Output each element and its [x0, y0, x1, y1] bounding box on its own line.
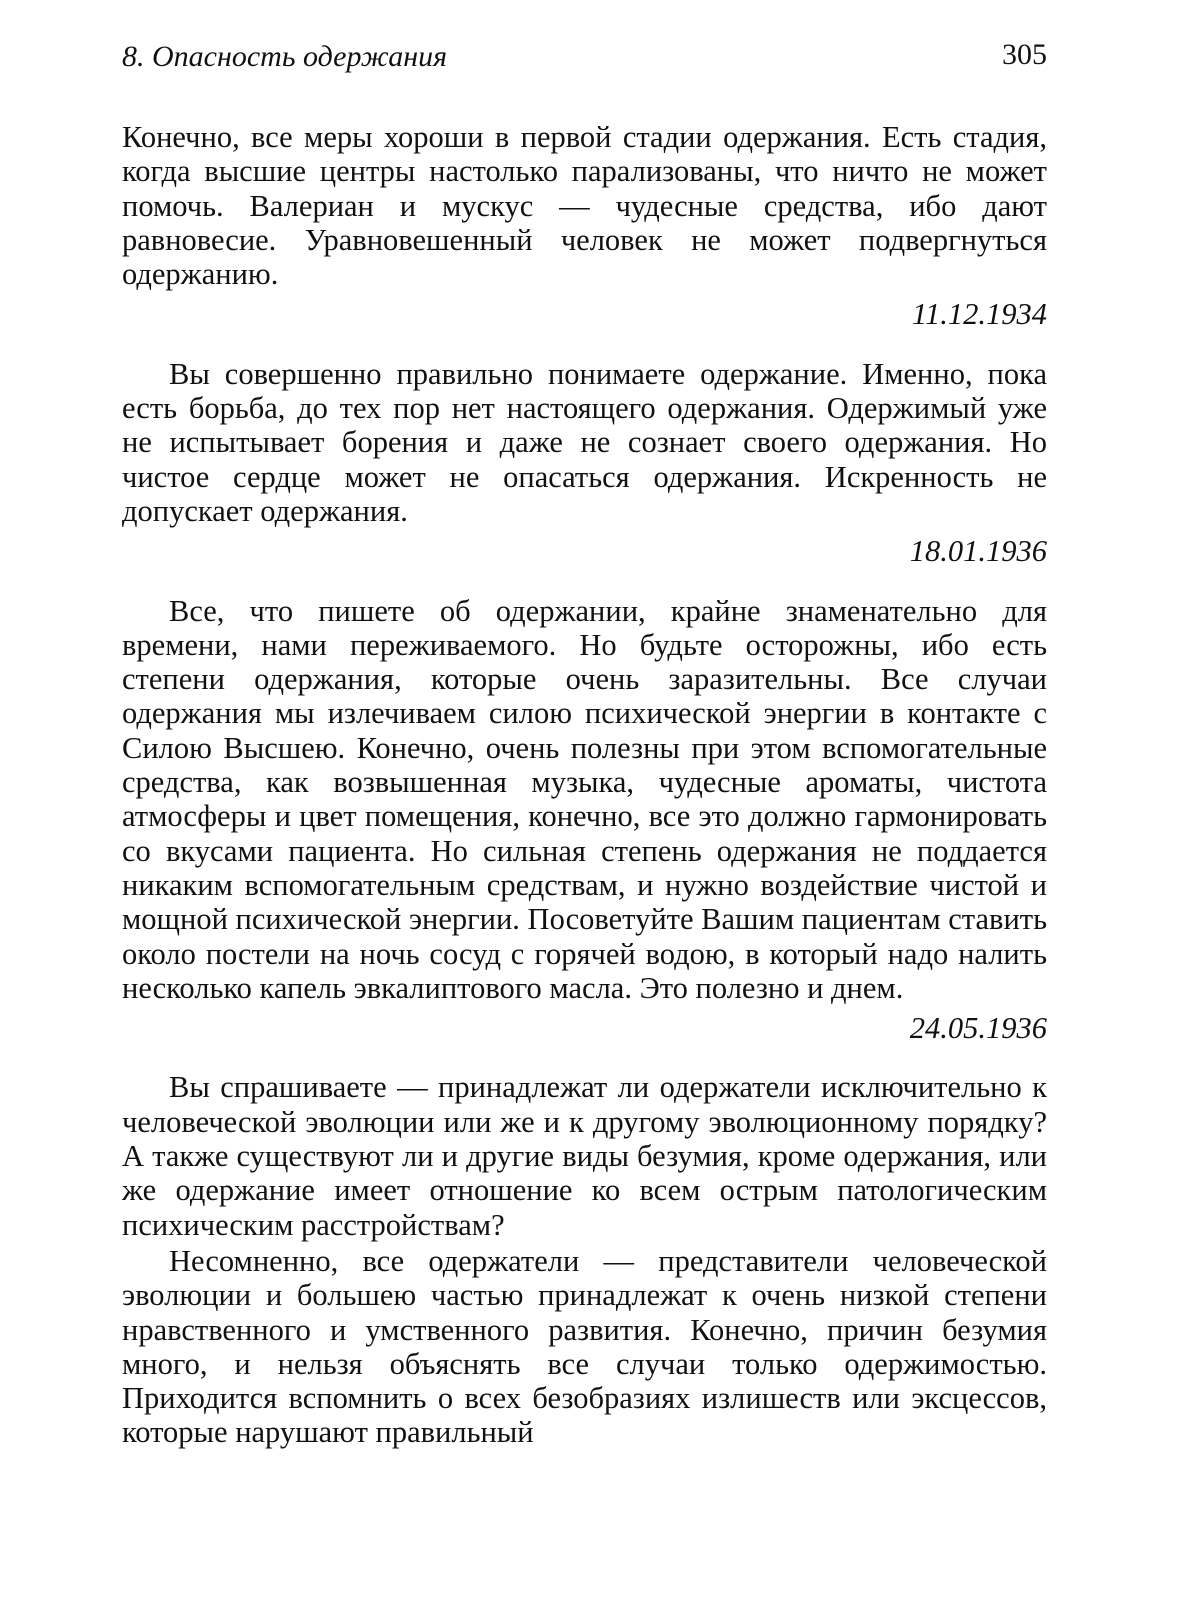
answer-paragraph: Несомненно, все одержатели — представители человеческой эволюции и большею частью принадлежат к очень низкой степени нравственного и умственного развития. Конечно, причин безумия много, и нельзя объяснять все случаи только одержимостью. Приходится вспомнить о всех безобразиях излишеств или эксцессов, которые нарушают правильный — [122, 1243, 1047, 1450]
page-number: 305 — [1002, 38, 1047, 71]
entry-date: 24.05.1936 — [909, 1011, 1047, 1046]
letter-entry — [122, 120, 1047, 332]
question-paragraph: Вы спрашиваете — принадлежат ли одержатели исключительно к человеческой эволюции или же и к другому эволюционному порядку? А также существуют ли и другие виды безумия, кроме одержания, или же одержание имеет отношение ко всем острым патологическим психическим расстройствам? — [122, 1070, 1047, 1242]
entry-paragraph: Конечно, все меры хороши в первой стадии одержания. Есть стадия, когда высшие центры настолько парализованы, что ничто не может помочь. Валериан и мускус — чудесные средства, ибо дают равновесие. Уравновешенный человек не может подвергнуться одержанию. — [122, 120, 1047, 292]
running-header — [122, 38, 1047, 78]
chapter-title: 8. Опасность одержания — [122, 40, 448, 73]
letter-entry — [122, 594, 1047, 1046]
final-section — [122, 1070, 1047, 1449]
letter-entry — [122, 357, 1047, 569]
entry-date: 11.12.1934 — [912, 297, 1047, 332]
entry-date: 18.01.1936 — [909, 534, 1047, 569]
entry-paragraph: Вы совершенно правильно понимаете одержание. Именно, пока есть борьба, до тех пор нет настоящего одержания. Одержимый уже не испытывает борения и даже не сознает своего одержания. Но чистое сердце может не опасаться одержания. Искренность не допускает одержания. — [122, 356, 1047, 528]
book-page — [122, 38, 1047, 1578]
entry-paragraph: Все, что пишете об одержании, крайне знаменательно для времени, нами переживаемого. Но будьте осторожны, ибо есть степени одержания, которые очень заразительны. Все случаи одержания мы излечиваем силою психической энергии в контакте с Силою Высшею. Конечно, очень полезны при этом вспомогательные средства, как возвышенная музыка, чудесные ароматы, чистота атмосферы и цвет помещения, конечно, все это должно гармонировать со вкусами пациента. Но сильная степень одержания не поддается никаким вспомогательным средствам, и нужно воздействие чистой и мощной психической энергии. Посоветуйте Вашим пациентам ставить около постели на ночь сосуд с горячей водою, в который надо налить несколько капель эвкалиптового масла. Это полезно и днем. — [122, 593, 1048, 1005]
